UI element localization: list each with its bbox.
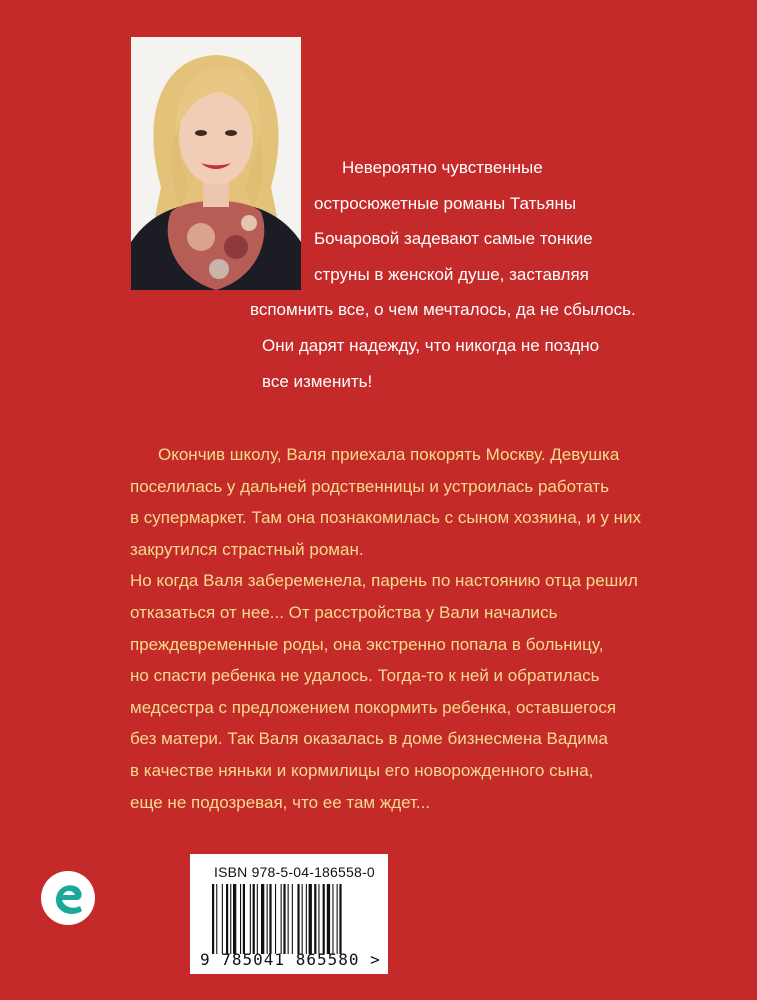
barcode-digits: 9 785041 865580 > — [200, 950, 381, 969]
summary-line: но спасти ребенка не удалось. Тогда-то к ней и обратилась — [130, 666, 600, 686]
summary-line: в качестве няньки и кормилицы его новорожденного сына, — [130, 760, 594, 780]
summary-line: в супермаркет. Там она познакомилась с сыном хозяина, и у них — [130, 508, 642, 528]
summary-line: медсестра с предложением покормить ребенка, оставшегося — [130, 697, 617, 717]
book-summary — [100, 439, 660, 818]
summary-line: поселилась у дальней родственницы и устроилась работать — [130, 476, 610, 496]
publisher-logo-icon — [40, 870, 96, 926]
isbn-barcode — [190, 854, 388, 974]
blurb-line: Они дарят надежду, что никогда не поздно — [262, 335, 600, 355]
blurb-line: Бочаровой задевают самые тонкие — [314, 229, 593, 249]
summary-line: преждевременные роды, она экстренно попала в больницу, — [130, 634, 604, 654]
summary-line: Окончив школу, Валя приехала покорять Москву. Девушка — [158, 445, 620, 464]
summary-line: без матери. Так Валя оказалась в доме бизнесмена Вадима — [130, 729, 608, 749]
summary-line: закрутился страстный роман. — [130, 539, 364, 559]
blurb-line: остросюжетные романы Татьяны — [314, 193, 577, 213]
book-blurb — [250, 150, 690, 399]
barcode-bars — [210, 884, 378, 954]
blurb-line: все изменить! — [262, 371, 373, 391]
blurb-line: струны в женской душе, заставляя — [314, 264, 589, 284]
summary-line: Но когда Валя забеременела, парень по настоянию отца решил — [130, 571, 638, 591]
isbn-label: ISBN 978-5-04-186558-0 — [214, 864, 375, 880]
blurb-line: вспомнить все, о чем мечталось, да не сбылось. — [250, 300, 636, 320]
blurb-line: Невероятно чувственные — [342, 158, 543, 177]
summary-line: еще не подозревая, что ее там ждет... — [130, 792, 431, 812]
summary-line: отказаться от нее... От расстройства у Вали начались — [130, 602, 558, 622]
